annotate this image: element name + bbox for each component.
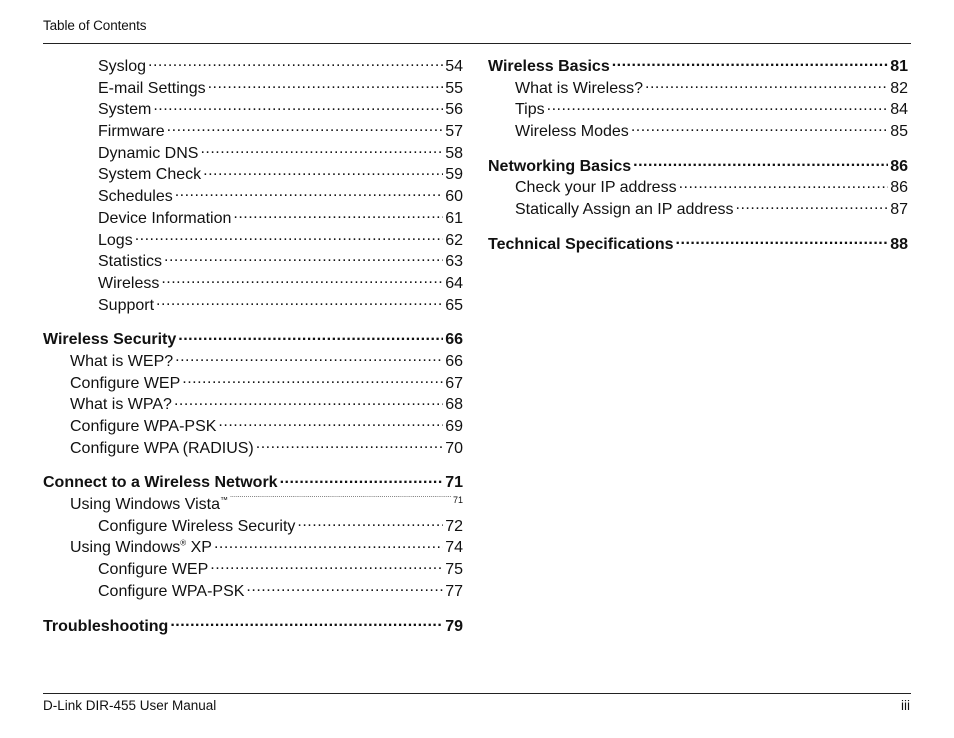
dot-leader [214,536,443,552]
footer-page-number: iii [901,698,910,713]
toc-entry[interactable] [43,229,463,251]
dot-leader [178,328,443,344]
dot-leader [208,77,444,93]
dot-leader [233,207,443,223]
dot-leader [256,437,443,453]
toc-entry[interactable] [488,120,908,142]
toc-entry-page: 57 [445,123,463,141]
toc-entry[interactable] [43,536,463,558]
toc-entry-label: Wireless [98,274,160,292]
toc-entry-label: Tips [515,101,545,119]
dot-leader [218,415,443,431]
toc-entry[interactable] [43,294,463,316]
dot-leader [547,98,889,114]
toc-entry-page: 88 [890,235,908,253]
toc-entry-page: 58 [445,144,463,162]
toc-entry-label: System [98,101,152,119]
toc-entry[interactable] [43,393,463,415]
toc-entry-label: What is WEP? [70,352,174,370]
footer-rule [43,693,911,694]
toc-entry-page: 56 [445,101,463,119]
dot-leader [297,515,443,531]
toc-entry-label: Statically Assign an IP address [515,201,734,219]
toc-entry-page: 84 [890,101,908,119]
toc-entry-label: Device Information [98,209,232,227]
toc-entry-label: Syslog [98,58,147,75]
toc-entry[interactable] [43,350,463,372]
toc-entry-label: Configure WPA (RADIUS) [70,439,254,457]
toc-entry[interactable] [43,580,463,602]
toc-right-column [488,55,908,255]
toc-entry-label: Networking Basics [488,157,632,175]
dot-leader [156,294,443,310]
toc-entry-page: 67 [445,374,463,392]
dot-leader [200,142,443,158]
toc-entry-page: 72 [445,517,463,535]
toc-entry-page: 75 [445,561,463,579]
toc-entry-label: What is WPA? [70,396,172,414]
toc-entry-label: Wireless Security [43,331,177,349]
toc-entry[interactable] [43,55,463,77]
toc-entry-label: What is Wireless? [515,79,644,97]
toc-entry-label: Configure WEP [70,374,181,392]
toc-entry-label: Dynamic DNS [98,144,199,162]
header-rule [43,43,911,44]
dot-leader [631,120,888,136]
toc-entry-page: 79 [445,617,463,635]
toc-entry-page: 55 [445,79,463,97]
toc-entry[interactable] [488,155,908,177]
toc-entry[interactable] [43,558,463,580]
toc-entry[interactable] [488,55,908,77]
toc-entry[interactable] [43,615,463,637]
toc-entry[interactable] [43,328,463,350]
toc-entry-page: 64 [445,274,463,292]
toc-entry[interactable] [43,163,463,185]
toc-entry[interactable] [488,77,908,99]
toc-entry[interactable] [488,198,908,220]
dot-leader [679,176,889,192]
dot-leader [633,155,888,171]
toc-entry-label: Configure WEP [98,561,209,579]
dot-leader [170,615,443,631]
toc-entry-page: 61 [445,209,463,227]
dot-leader [182,372,443,388]
toc-entry-page: 71 [452,495,463,506]
running-header: Table of Contents [43,18,147,33]
toc-entry-label: System Check [98,166,202,184]
toc-entry-page: 65 [445,296,463,314]
toc-entry-label: Technical Specifications [488,235,674,253]
dot-leader [135,229,444,245]
toc-entry[interactable] [43,250,463,272]
toc-entry-page: 77 [445,582,463,600]
toc-entry-label: Connect to a Wireless Network [43,474,278,492]
toc-entry-label: Statistics [98,253,163,271]
toc-entry[interactable] [43,77,463,99]
toc-left-column [43,55,463,636]
dot-leader [230,493,451,509]
dot-leader [210,558,443,574]
toc-entry-label: Using Windows Vista™ [70,495,228,514]
dot-leader [148,55,443,71]
toc-entry-page: 70 [445,439,463,457]
toc-entry-page: 66 [445,352,463,370]
toc-entry-page: 68 [445,396,463,414]
toc-entry[interactable] [43,272,463,294]
toc-entry-label: E-mail Settings [98,79,206,97]
toc-entry-page: 66 [445,331,463,349]
toc-entry-page: 69 [445,418,463,435]
toc-entry-page: 71 [445,474,463,492]
dot-leader [153,98,443,114]
toc-entry-page: 86 [890,179,908,197]
dot-leader [612,55,888,71]
toc-entry-page: 74 [445,539,463,557]
toc-entry-page: 81 [890,58,908,75]
toc-entry-page: 86 [890,157,908,175]
toc-entry[interactable] [43,437,463,459]
toc-entry-label: Configure WPA-PSK [98,582,245,600]
toc-entry-page: 87 [890,201,908,219]
dot-leader [167,120,444,136]
toc-entry[interactable] [43,142,463,164]
toc-entry[interactable] [488,233,908,255]
toc-entry[interactable] [488,176,908,198]
dot-leader [203,163,443,179]
toc-entry-label: Configure Wireless Security [98,517,296,535]
dot-leader [175,350,443,366]
dot-leader [676,233,889,249]
toc-entry-page: 60 [445,188,463,206]
dot-leader [161,272,443,288]
toc-entry-label: Wireless Modes [515,123,629,141]
toc-entry[interactable] [43,207,463,229]
toc-entry[interactable] [43,98,463,120]
toc-entry-label: Wireless Basics [488,58,610,75]
toc-entry-label: Logs [98,231,133,249]
toc-entry-page: 62 [445,231,463,249]
toc-entry-label: Support [98,296,155,314]
dot-leader [246,580,443,596]
toc-entry-label: Check your IP address [515,179,677,197]
footer-manual-title: D-Link DIR-455 User Manual [43,698,217,713]
toc-entry-page: 63 [445,253,463,271]
toc-entry[interactable] [488,98,908,120]
toc-entry[interactable] [43,372,463,394]
toc-entry-page: 54 [445,58,463,75]
toc-entry[interactable] [43,120,463,142]
dot-leader [175,185,443,201]
toc-entry-page: 85 [890,123,908,141]
toc-entry-page: 59 [445,166,463,184]
toc-entry[interactable] [43,415,463,437]
toc-entry-page: 82 [890,79,908,97]
toc-entry[interactable] [43,471,463,493]
dot-leader [280,471,444,487]
toc-entry-label: Using Windows® XP [70,539,212,557]
toc-entry-label: Firmware [98,123,165,141]
dot-leader [174,393,443,409]
toc-entry-label: Schedules [98,188,173,206]
toc-entry[interactable] [43,515,463,537]
toc-entry[interactable] [43,185,463,207]
toc-entry-label: Configure WPA-PSK [70,418,217,435]
dot-leader [736,198,889,214]
toc-entry-label: Troubleshooting [43,617,169,635]
toc-entry[interactable] [43,493,463,515]
dot-leader [645,77,888,93]
dot-leader [164,250,443,266]
